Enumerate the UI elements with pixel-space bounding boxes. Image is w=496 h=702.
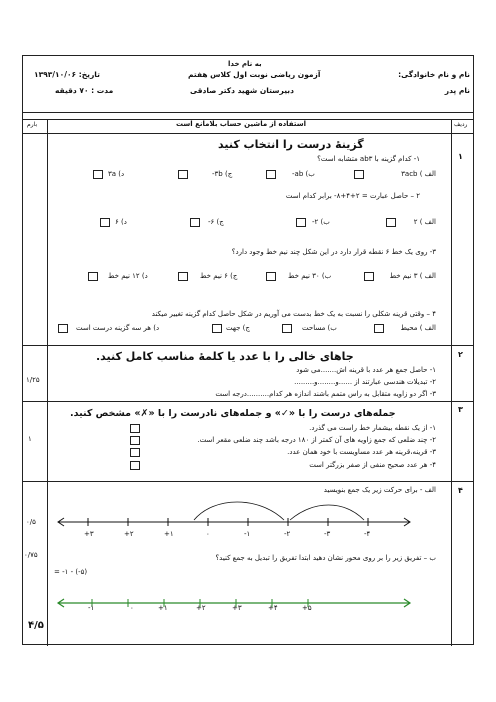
tick-label-a-2: +۱ — [164, 530, 174, 538]
q2-score: ۱/۲۵ — [26, 376, 40, 384]
tick-label-b-4: +۳ — [232, 604, 242, 612]
q1-sub2-box-a[interactable] — [386, 218, 396, 227]
total-score: ۴/۵ — [28, 620, 44, 631]
q1-sub3-box-a[interactable] — [364, 272, 374, 281]
q2-number: ۲ — [458, 350, 463, 359]
tick-label-b-2: +۱ — [158, 604, 168, 612]
q3-line-2: ۲- چند ضلعی که جمع زاویه های آن کمتر از ۱۸۰ درجه باشد چند ضلعی مقعر است. — [197, 436, 436, 444]
tick-label-b-3: +۲ — [196, 604, 206, 612]
q1-number: ۱ — [458, 152, 463, 161]
tick-label-b-6: +۵ — [302, 604, 312, 612]
basmala: به نام خدا — [228, 60, 262, 68]
q4-part-b-score: ۰/۷۵ — [24, 551, 38, 559]
q3-box-4[interactable] — [130, 461, 140, 470]
q1-sub4-option-d: د) هر سه گزینه درست است — [76, 324, 160, 332]
q1-sub3-box-d[interactable] — [88, 272, 98, 281]
q1-sub4-option-c: ج) جهت — [226, 324, 250, 332]
q1-sub3-box-b[interactable] — [266, 272, 276, 281]
q4-part-a-score: ۰/۵ — [26, 518, 36, 526]
score-header: بارم — [27, 121, 38, 128]
q1-sub4-option-a: الف ) محیط — [400, 324, 436, 332]
q1-sub1-option-a: الف ) ۳acb — [401, 170, 436, 178]
father-name-label: نام پدر — [444, 86, 470, 95]
q1-sub4-option-b: ب) مساحت — [302, 324, 337, 332]
q1-sub1: ۱- کدام گزینه با ab۳ متشابه است؟ — [317, 155, 420, 163]
q1-sub2-option-c: ج) ۶- — [208, 218, 224, 226]
q1-sub2-box-b[interactable] — [296, 218, 306, 227]
tick-label-b-5: +۴ — [268, 604, 278, 612]
q4-number: ۴ — [458, 486, 463, 495]
q1-sub4-box-b[interactable] — [282, 324, 292, 333]
tick-label-a-0: +۳ — [84, 530, 94, 538]
q1-sub3-option-b: ب) ۳۰ نیم خط — [288, 272, 332, 280]
q3-heading: جمله‌های درست را با «✓» و جمله‌های نادرست را با «✗» مشخص کنید. — [70, 408, 396, 419]
tick-label-a-5: -۲ — [284, 530, 291, 538]
q1-sub1-box-d[interactable] — [93, 170, 103, 179]
q1-sub2: ۲ – حاصل عبارت = ۲+۴+۸- برابر کدام است — [285, 192, 420, 200]
exam-title: آزمون ریاضی نوبت اول کلاس هفتم — [188, 70, 321, 79]
school-name: دبیرستان شهید دکتر صادقی — [190, 86, 294, 95]
q1-sub2-box-d[interactable] — [100, 218, 110, 227]
number-line-a — [54, 496, 414, 542]
exam-date: تاریخ: ۱۳۹۳/۱۰/۰۶ — [34, 70, 100, 79]
q2-line-2: ۲- تبدیلات هندسی عبارتند از ......و........و......... — [294, 378, 436, 386]
q1-sub4-box-d[interactable] — [58, 324, 68, 333]
q1-sub4-box-a[interactable] — [374, 324, 384, 333]
q1-sub1-box-b[interactable] — [266, 170, 276, 179]
q1-sub1-box-a[interactable] — [354, 170, 364, 179]
q1-heading: گزینهٔ درست را انتخاب کنید — [218, 138, 364, 151]
q1-sub4-box-c[interactable] — [212, 324, 222, 333]
q2-heading: جاهای خالی را با عدد یا کلمهٔ مناسب کامل کنید. — [96, 350, 354, 363]
q1-sub3-option-a: الف ) ۳ نیم خط — [389, 272, 436, 280]
q3-score: ۱ — [28, 435, 32, 443]
q3-line-3: ۳- قرینه،قرینه هر عدد مساویست با خود همان عدد. — [287, 448, 436, 456]
tick-label-a-7: -۴ — [364, 530, 371, 538]
q1-sub2-option-d: د) ۶ — [115, 218, 127, 226]
q4-part-a: الف - برای حرکت زیر یک جمع بنویسید — [323, 486, 436, 494]
q3-box-1[interactable] — [130, 424, 140, 433]
q1-sub1-option-b: ب) ab- — [292, 170, 315, 178]
q4-part-b: ب – تفریق زیر را بر روی محور نشان دهید ابتدا تفریق را تبدیل به جمع کنید؟ — [215, 554, 436, 562]
q1-sub1-box-c[interactable] — [178, 170, 188, 179]
q1-sub3-option-d: د) ۱۲ نیم خط — [108, 272, 148, 280]
student-name-label: نام و نام خانوادگی: — [398, 70, 470, 79]
q1-sub2-option-b: ب) ۲- — [312, 218, 330, 226]
q3-number: ۳ — [458, 405, 463, 414]
exam-duration: مدت : ۷۰ دقیقه — [55, 86, 114, 95]
q1-sub1-option-d: د) ۳a — [108, 170, 125, 178]
tick-label-a-6: -۳ — [324, 530, 331, 538]
q2-line-3: ۳- اگر دو زاویه متقابل به راس متمم باشند اندازه هر کدام..........درجه است — [215, 390, 436, 398]
calculator-note: استفاده از ماشین حساب بلامانع است — [176, 120, 306, 128]
q2-line-1: ۱- حاصل جمع هر عدد با قرینه اش.......می شود — [296, 366, 436, 374]
q3-line-4: ۴- هر عدد صحیح منفی از صفر بزرگتر است — [309, 461, 436, 469]
q3-box-3[interactable] — [130, 448, 140, 457]
q3-box-2[interactable] — [130, 436, 140, 445]
q1-sub2-option-a: الف ) ۲ — [413, 218, 436, 226]
q1-sub3-option-c: ج) ۶ نیم خط — [200, 272, 238, 280]
jump-arrow-2 — [290, 505, 364, 520]
q1-sub2-box-c[interactable] — [190, 218, 200, 227]
row-header: ردیف — [454, 121, 468, 128]
q1-sub3: ۳- روی یک خط ۶ نقطه قرار دارد در این شکل چند نیم خط وجود دارد؟ — [231, 248, 436, 256]
q4-part-b-expression: (۵-) - ۱- = — [54, 568, 88, 576]
tick-label-a-3: ۰ — [206, 530, 210, 538]
tick-label-b-1: ۰ — [130, 604, 134, 612]
q3-line-1: ۱- از یک نقطه بیشمار خط راست می گذرد. — [309, 424, 436, 432]
q1-sub4: ۴ – وقتی قرینه شکلی را نسبت به یک خط بدست می آوریم در شکل حاصل کدام گزینه تغییر میکند — [151, 310, 436, 318]
tick-label-b-0: -۱ — [88, 604, 95, 612]
tick-label-a-4: -۱ — [244, 530, 251, 538]
jump-arrow-1 — [194, 502, 284, 520]
tick-label-a-1: +۲ — [124, 530, 134, 538]
q1-sub1-option-c: ج) ۳b- — [212, 170, 233, 178]
q1-sub3-box-c[interactable] — [178, 272, 188, 281]
